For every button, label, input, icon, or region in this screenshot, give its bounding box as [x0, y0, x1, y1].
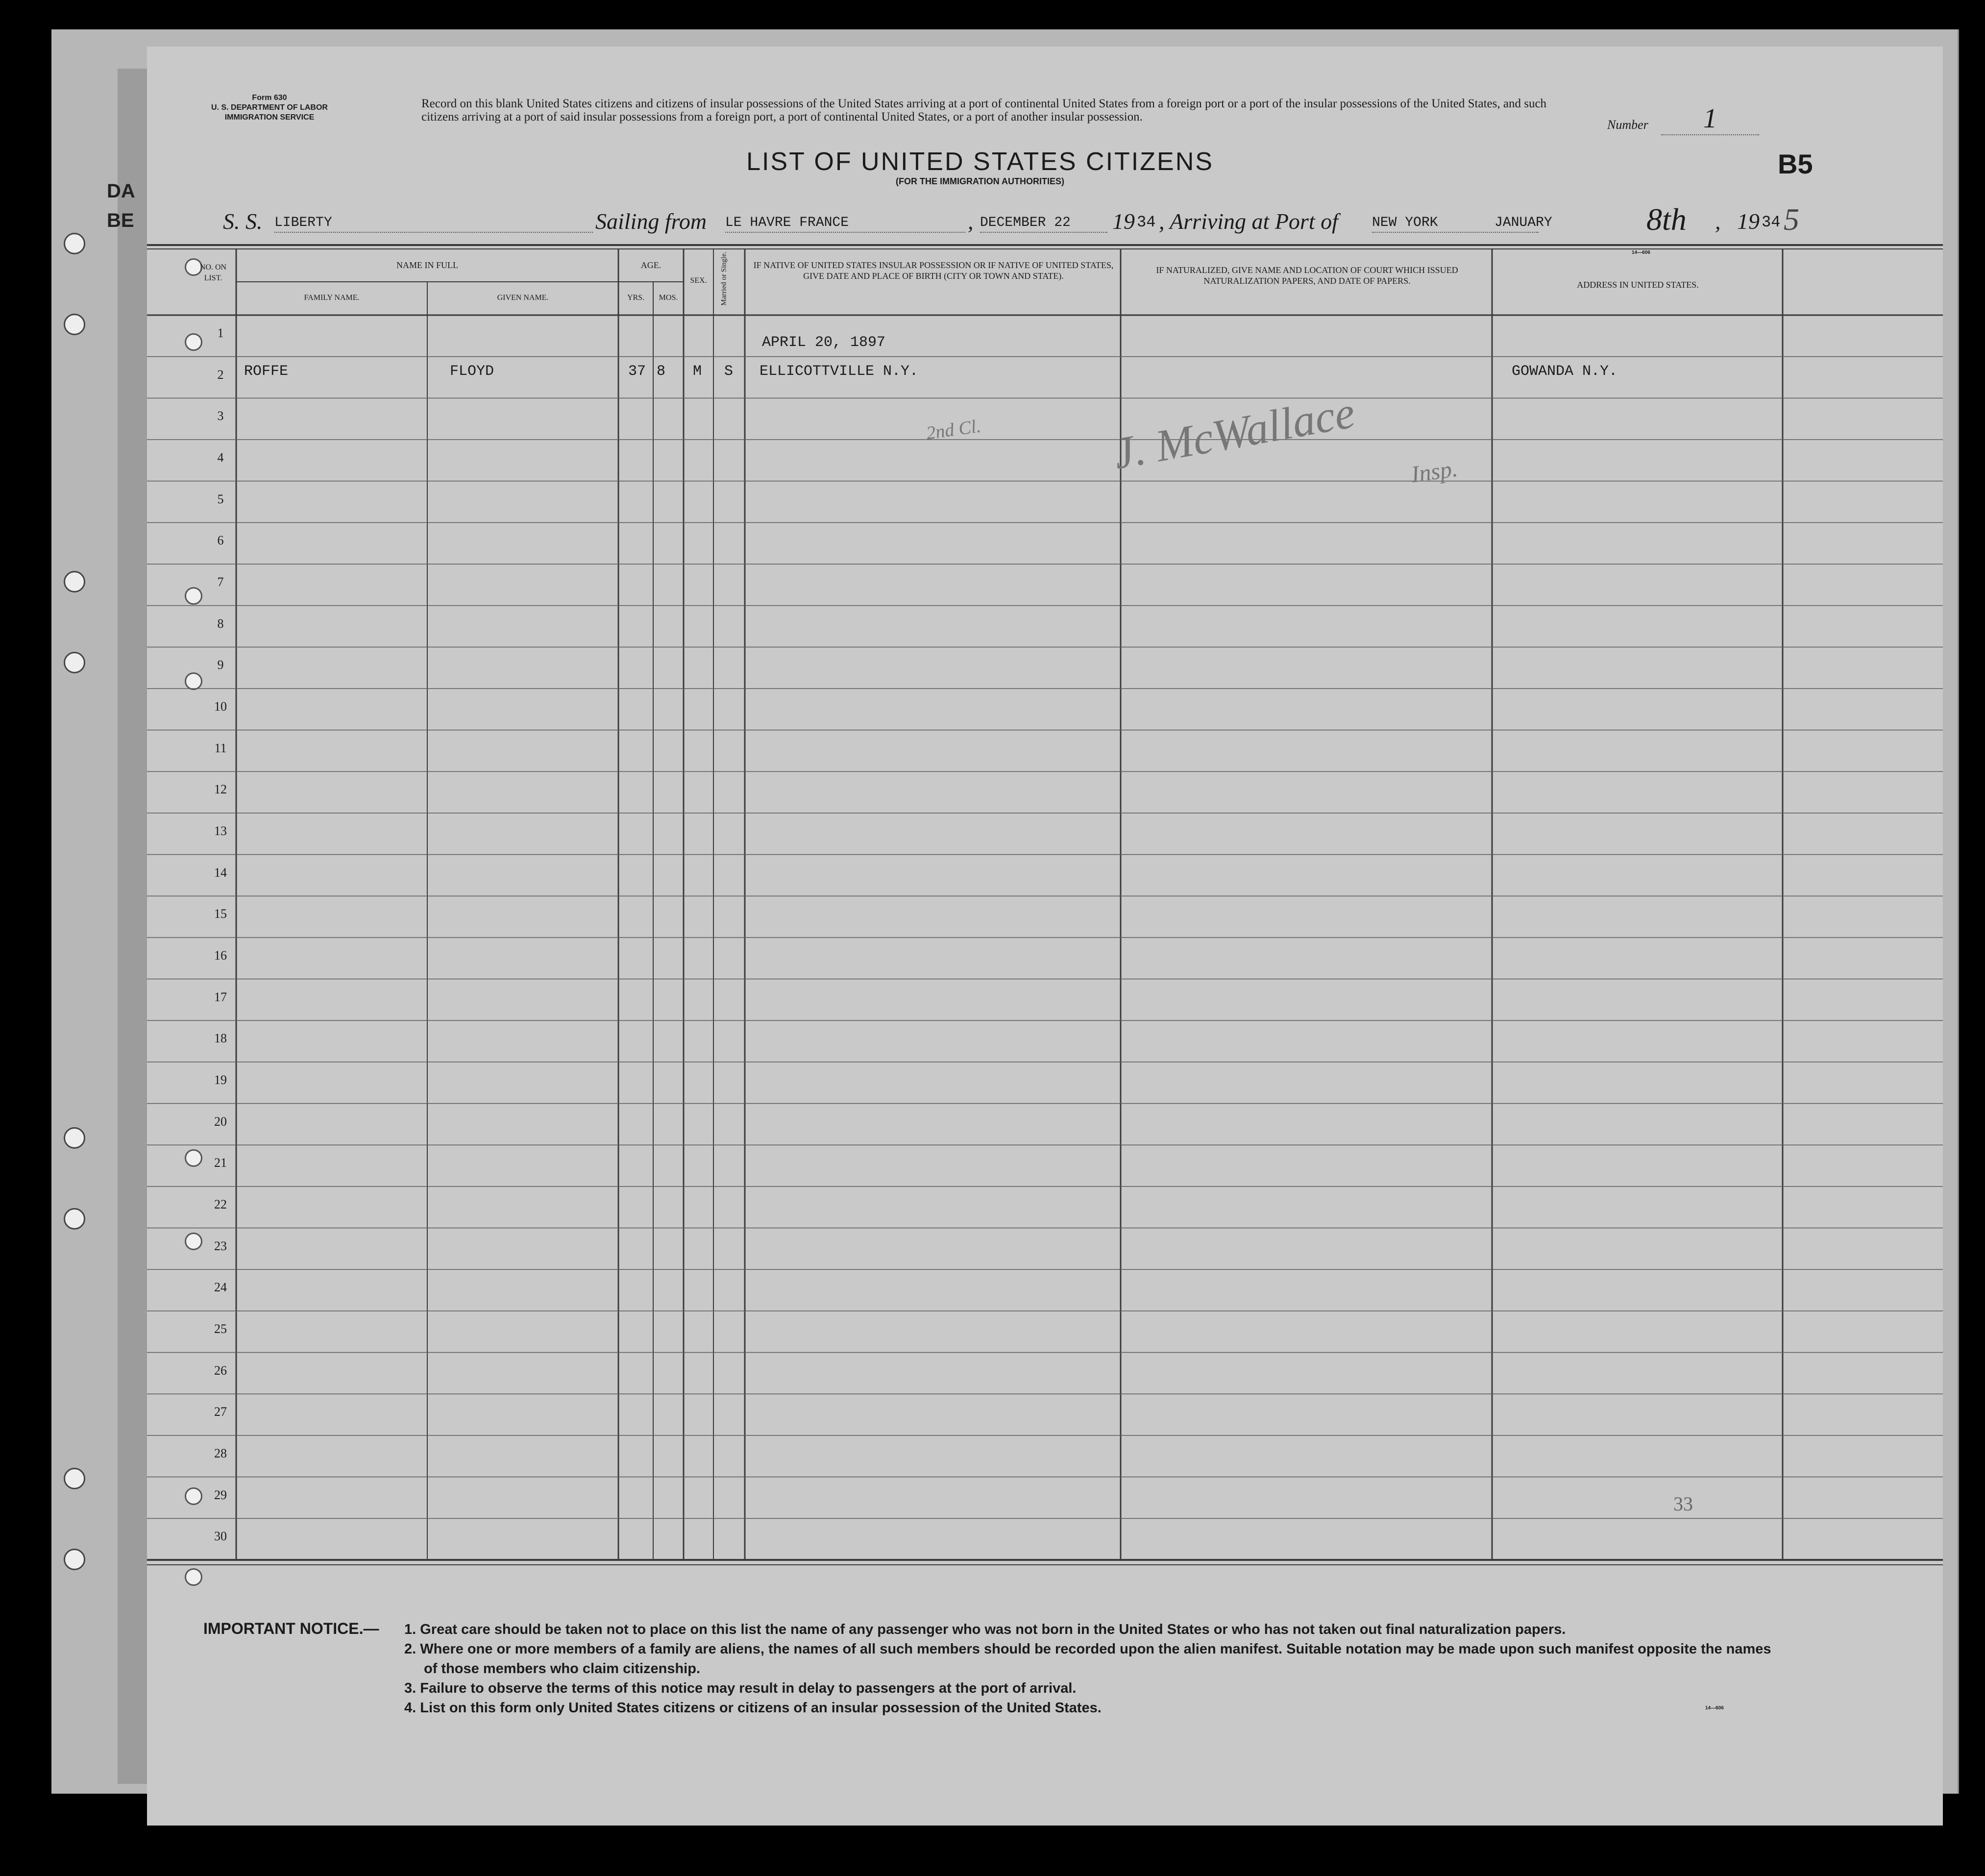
- departure-port: LE HAVRE FRANCE: [725, 215, 965, 233]
- header-name-in-full: NAME IN FULL: [396, 260, 458, 270]
- service-name: IMMIGRATION SERVICE: [224, 113, 315, 122]
- row-number: 17: [214, 989, 227, 1004]
- sex: M: [693, 363, 702, 380]
- binder-hole: [64, 314, 85, 335]
- form-instructions: Record on this blank United States citizens and citizens of insular possessions of the United States arriving at a port of continental United States from a foreign port or a port of the insular possessions of the United States, and such citizens arriving at a port of said insular possessions from a foreign port, a port of continental United States, or a port of another insular possession.: [421, 97, 1547, 123]
- age-years: 37: [628, 363, 646, 380]
- row-number: 7: [217, 575, 224, 589]
- birth-place: ELLICOTTVILLE N.Y.: [760, 363, 919, 380]
- notice-item: 4. List on this form only United States citizens or citizens of an insular possession of the United States.: [404, 1700, 1102, 1716]
- row-number: 16: [214, 948, 227, 963]
- arrival-day: 8th: [1646, 202, 1687, 237]
- arrival-port: NEW YORK: [1372, 215, 1539, 233]
- binder-hole: [64, 1208, 85, 1230]
- arriving-label: , Arriving at Port of: [1159, 209, 1338, 234]
- arrival-year-prefix: 19: [1737, 209, 1760, 234]
- age-months: 8: [657, 363, 666, 380]
- row-number: 12: [214, 782, 227, 797]
- row-number: 6: [217, 533, 224, 548]
- arrival-month: JANUARY: [1495, 215, 1552, 230]
- row-number: 9: [217, 658, 224, 672]
- row-number: 11: [214, 741, 227, 755]
- corner-mark: B5: [1778, 148, 1813, 179]
- form-identifier: [191, 93, 348, 123]
- row-number: 28: [214, 1446, 227, 1460]
- form-number: Form 630: [252, 94, 287, 102]
- sailing-date: DECEMBER 22: [980, 215, 1107, 233]
- row-number: 1: [217, 326, 224, 340]
- family-name: ROFFE: [244, 363, 289, 380]
- sailing-from-label: Sailing from: [595, 209, 707, 234]
- header-given-name: GIVEN NAME.: [497, 294, 549, 302]
- binder-hole: [64, 233, 85, 254]
- row-number: 22: [214, 1197, 227, 1211]
- row-number: 15: [214, 907, 227, 921]
- side-mark-da: DA: [107, 180, 135, 202]
- header-address: ADDRESS IN UNITED STATES.: [1577, 280, 1699, 290]
- header-family-name: FAMILY NAME.: [304, 294, 360, 302]
- number-label: Number: [1607, 118, 1648, 132]
- row-number: 5: [217, 492, 224, 506]
- binder-hole: [64, 1127, 85, 1149]
- header-married-single: Married or Single.: [720, 251, 728, 306]
- manifest-sheet: [147, 47, 1943, 1826]
- sailing-year-suffix: 34: [1137, 213, 1156, 231]
- header-years: YRS.: [627, 294, 645, 302]
- sailing-year-prefix: 19: [1112, 209, 1135, 234]
- notice-heading: IMPORTANT NOTICE.—: [203, 1620, 379, 1637]
- header-place-of-birth: IF NATIVE OF UNITED STATES INSULAR POSSESSION OR IF NATIVE OF UNITED STATES, GIVE DATE AND PLACE OF BIRTH (CITY OR TOWN AND STATE).: [753, 260, 1114, 281]
- notice-item: 1. Great care should be taken not to place on this list the name of any passenger who was not born in the United States or who has not taken out final naturalization papers.: [404, 1622, 1566, 1637]
- punch-hole: [185, 1568, 202, 1586]
- inspector-title: Insp.: [1409, 455, 1459, 488]
- form-code-top: 14—606: [1632, 250, 1650, 255]
- row-number: 8: [217, 616, 224, 631]
- punch-hole: [185, 333, 202, 351]
- row-number: 24: [214, 1280, 227, 1295]
- binder-hole: [64, 571, 85, 592]
- notice-item: 2. Where one or more members of a family are aliens, the names of all such members should be recorded upon the alien manifest. Suitable notation may be made upon such manifest opposite the names of those members who claim citizenship.: [404, 1641, 1771, 1677]
- side-mark-be: BE: [107, 210, 134, 231]
- us-address: GOWANDA N.Y.: [1512, 363, 1618, 380]
- row-number: 20: [214, 1114, 227, 1129]
- arrival-year-correction: 5: [1784, 202, 1799, 237]
- row-number: 4: [217, 450, 224, 465]
- row-number: 27: [214, 1405, 227, 1419]
- binder-hole: [64, 1549, 85, 1570]
- ship-name: LIBERTY: [274, 215, 593, 233]
- punch-hole: [185, 1233, 202, 1250]
- comma-separator-2: ,: [1715, 209, 1721, 234]
- row-number: 14: [214, 865, 227, 880]
- row-number: 30: [214, 1529, 227, 1544]
- row-number: 2: [217, 367, 224, 382]
- punch-hole: [185, 1487, 202, 1505]
- row-number: 25: [214, 1322, 227, 1336]
- row-number: 19: [214, 1073, 227, 1087]
- punch-hole: [185, 672, 202, 690]
- list-number: 1: [1661, 103, 1759, 135]
- form-code-bottom: 14—606: [1705, 1705, 1724, 1711]
- row-number: 13: [214, 824, 227, 838]
- row-number: 21: [214, 1156, 227, 1170]
- punch-hole: [185, 1149, 202, 1167]
- row-number: 23: [214, 1238, 227, 1253]
- inspector-signature: J. McWallace: [1109, 387, 1359, 479]
- page-subtitle: (FOR THE IMMIGRATION AUTHORITIES): [896, 176, 1064, 186]
- row-number: 26: [214, 1363, 227, 1378]
- header-sex: SEX.: [690, 276, 707, 285]
- comma-separator: ,: [968, 209, 974, 234]
- class-annotation: 2nd Cl.: [925, 416, 982, 444]
- header-no-on-list: NO. ON LIST.: [199, 263, 227, 282]
- notice-list: [404, 1620, 1776, 1718]
- page-number: 33: [1673, 1493, 1693, 1515]
- header-months: MOS.: [659, 294, 678, 302]
- row-number: 10: [214, 699, 227, 714]
- given-name: FLOYD: [450, 363, 494, 380]
- notice-item: 3. Failure to observe the terms of this notice may result in delay to passengers at the port of arrival.: [404, 1680, 1077, 1696]
- marital-status: S: [724, 363, 734, 380]
- binder-hole: [64, 652, 85, 673]
- punch-hole: [185, 587, 202, 605]
- row-number: 18: [214, 1031, 227, 1046]
- ss-label: S. S.: [223, 209, 263, 234]
- birth-date: APRIL 20, 1897: [762, 334, 886, 351]
- page-title: LIST OF UNITED STATES CITIZENS: [746, 148, 1214, 176]
- arrival-year-suffix: 34: [1762, 213, 1781, 231]
- header-age: AGE.: [640, 260, 662, 270]
- row-number: 3: [217, 409, 224, 423]
- row-number: 29: [214, 1487, 227, 1502]
- binder-hole: [64, 1468, 85, 1489]
- header-naturalization: IF NATURALIZED, GIVE NAME AND LOCATION OF COURT WHICH ISSUED NATURALIZATION PAPERS, AND DATE OF PAPERS.: [1156, 265, 1458, 286]
- department-name: U. S. DEPARTMENT OF LABOR: [211, 103, 328, 112]
